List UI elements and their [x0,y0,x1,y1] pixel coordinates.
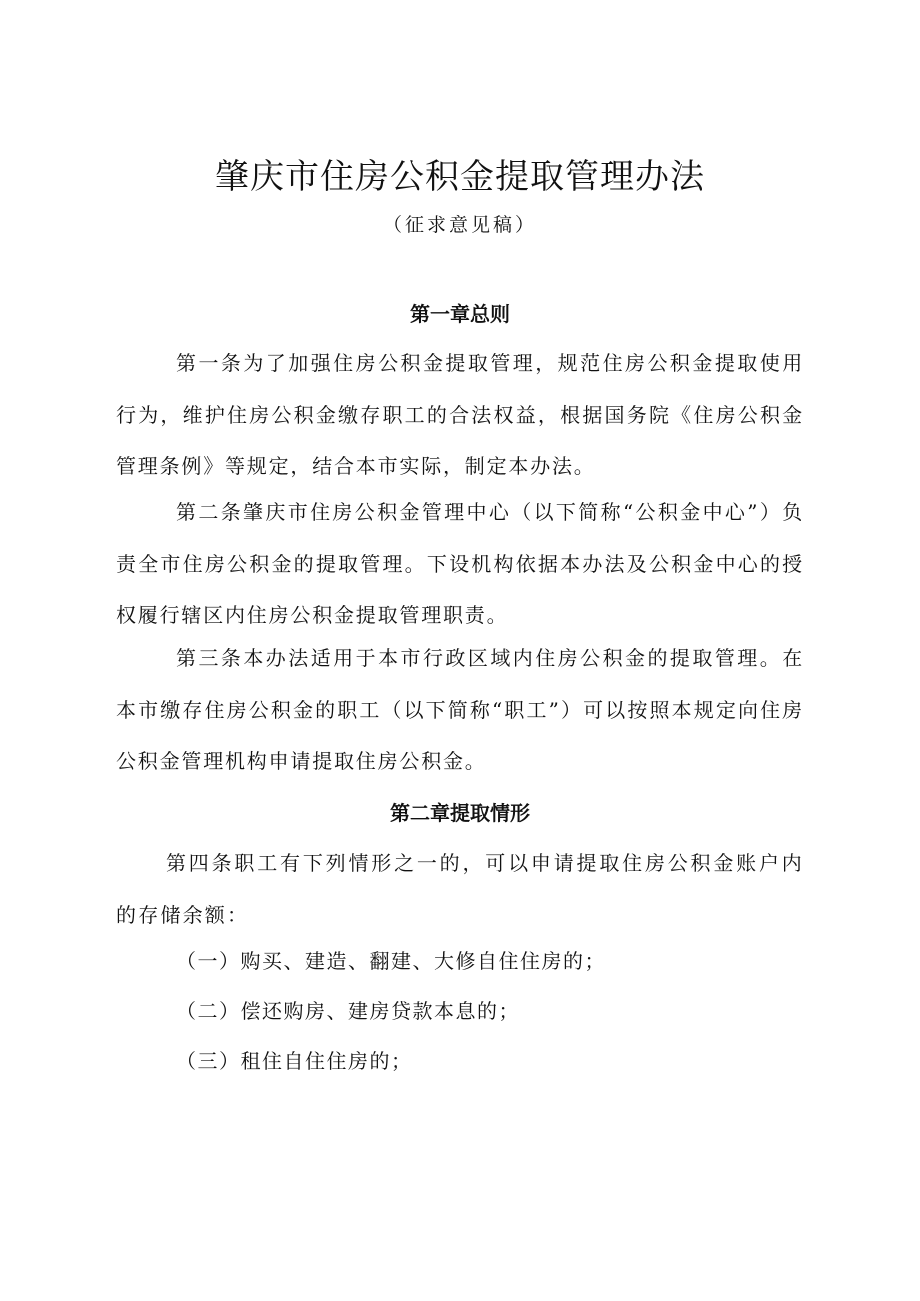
document-title: 肇庆市住房公积金提取管理办法 [215,157,705,197]
list-item: （二）偿还购房、建房贷款本息的； [176,999,520,1023]
article-paragraph: 第四条职工有下列情形之一的，可以申请提取住房公积金账户内的存储余额： [116,851,804,927]
chapter-heading: 第一章总则 [410,302,510,326]
list-item: （三）租住自住住房的； [176,1049,413,1073]
article-paragraph: 第二条肇庆市住房公积金管理中心（以下简称“公积金中心”）负责全市住房公积金的提取管理。下设机构依据本办法及公积金中心的授权履行辖区内住房公积金提取管理职责。 [116,500,804,627]
list-item: （一）购买、建造、翻建、大修自住住房的； [176,949,606,973]
article-paragraph: 第三条本办法适用于本市行政区域内住房公积金的提取管理。在本市缴存住房公积金的职工（以下简称“职工”）可以按照本规定向住房公积金管理机构申请提取住房公积金。 [116,646,804,773]
article-paragraph: 第一条为了加强住房公积金提取管理，规范住房公积金提取使用行为，维护住房公积金缴存职工的合法权益，根据国务院《住房公积金管理条例》等规定，结合本市实际，制定本办法。 [116,351,804,478]
document-subtitle: （征求意见稿） [382,214,537,236]
chapter-heading: 第二章提取情形 [390,801,530,825]
